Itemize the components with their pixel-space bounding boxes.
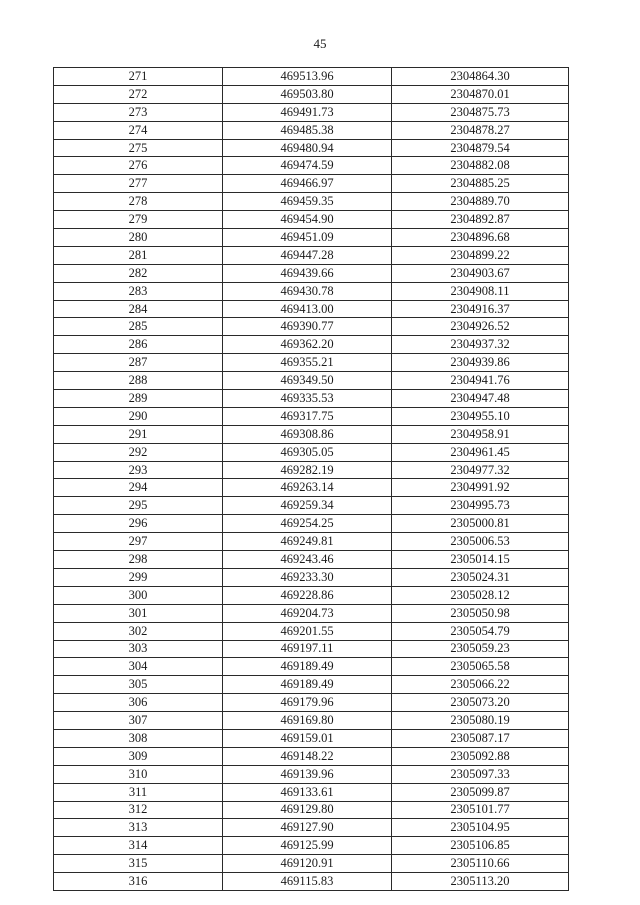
y-coordinate-cell: 2305104.95 (392, 819, 569, 837)
y-coordinate-cell: 2305110.66 (392, 855, 569, 873)
point-number-cell: 292 (54, 443, 223, 461)
table-row (54, 819, 569, 837)
table-row (54, 354, 569, 372)
point-number-cell: 273 (54, 103, 223, 121)
table-row (54, 837, 569, 855)
y-coordinate-cell: 2305065.58 (392, 658, 569, 676)
y-coordinate-cell: 2304908.11 (392, 282, 569, 300)
coordinates-table (53, 67, 569, 891)
point-number-cell: 316 (54, 873, 223, 891)
y-coordinate-cell: 2305000.81 (392, 515, 569, 533)
table-row (54, 264, 569, 282)
table-row (54, 855, 569, 873)
table-row (54, 568, 569, 586)
x-coordinate-cell: 469197.11 (223, 640, 392, 658)
x-coordinate-cell: 469349.50 (223, 372, 392, 390)
point-number-cell: 276 (54, 157, 223, 175)
y-coordinate-cell: 2305106.85 (392, 837, 569, 855)
x-coordinate-cell: 469127.90 (223, 819, 392, 837)
table-row (54, 873, 569, 891)
point-number-cell: 293 (54, 461, 223, 479)
y-coordinate-cell: 2305092.88 (392, 747, 569, 765)
table-row (54, 747, 569, 765)
point-number-cell: 280 (54, 229, 223, 247)
y-coordinate-cell: 2304958.91 (392, 425, 569, 443)
x-coordinate-cell: 469133.61 (223, 783, 392, 801)
x-coordinate-cell: 469362.20 (223, 336, 392, 354)
point-number-cell: 309 (54, 747, 223, 765)
point-number-cell: 296 (54, 515, 223, 533)
point-number-cell: 307 (54, 712, 223, 730)
y-coordinate-cell: 2305014.15 (392, 551, 569, 569)
x-coordinate-cell: 469459.35 (223, 193, 392, 211)
x-coordinate-cell: 469189.49 (223, 658, 392, 676)
table-row (54, 801, 569, 819)
table-row (54, 712, 569, 730)
table-row (54, 157, 569, 175)
x-coordinate-cell: 469480.94 (223, 139, 392, 157)
x-coordinate-cell: 469439.66 (223, 264, 392, 282)
table-row (54, 103, 569, 121)
point-number-cell: 295 (54, 497, 223, 515)
y-coordinate-cell: 2304878.27 (392, 121, 569, 139)
point-number-cell: 308 (54, 729, 223, 747)
coordinates-table-body (54, 68, 569, 891)
point-number-cell: 275 (54, 139, 223, 157)
point-number-cell: 304 (54, 658, 223, 676)
point-number-cell: 288 (54, 372, 223, 390)
x-coordinate-cell: 469139.96 (223, 765, 392, 783)
point-number-cell: 279 (54, 211, 223, 229)
x-coordinate-cell: 469169.80 (223, 712, 392, 730)
point-number-cell: 283 (54, 282, 223, 300)
x-coordinate-cell: 469249.81 (223, 533, 392, 551)
y-coordinate-cell: 2304870.01 (392, 85, 569, 103)
y-coordinate-cell: 2304977.32 (392, 461, 569, 479)
table-row (54, 68, 569, 86)
y-coordinate-cell: 2304864.30 (392, 68, 569, 86)
y-coordinate-cell: 2304961.45 (392, 443, 569, 461)
point-number-cell: 289 (54, 390, 223, 408)
x-coordinate-cell: 469503.80 (223, 85, 392, 103)
y-coordinate-cell: 2304916.37 (392, 300, 569, 318)
table-row (54, 783, 569, 801)
y-coordinate-cell: 2304995.73 (392, 497, 569, 515)
y-coordinate-cell: 2304955.10 (392, 407, 569, 425)
point-number-cell: 301 (54, 604, 223, 622)
table-row (54, 479, 569, 497)
table-row (54, 676, 569, 694)
point-number-cell: 297 (54, 533, 223, 551)
y-coordinate-cell: 2304939.86 (392, 354, 569, 372)
point-number-cell: 314 (54, 837, 223, 855)
point-number-cell: 312 (54, 801, 223, 819)
table-row (54, 461, 569, 479)
y-coordinate-cell: 2304899.22 (392, 246, 569, 264)
y-coordinate-cell: 2305080.19 (392, 712, 569, 730)
point-number-cell: 285 (54, 318, 223, 336)
y-coordinate-cell: 2304926.52 (392, 318, 569, 336)
point-number-cell: 300 (54, 586, 223, 604)
x-coordinate-cell: 469263.14 (223, 479, 392, 497)
y-coordinate-cell: 2305028.12 (392, 586, 569, 604)
table-row (54, 246, 569, 264)
y-coordinate-cell: 2304889.70 (392, 193, 569, 211)
y-coordinate-cell: 2305101.77 (392, 801, 569, 819)
y-coordinate-cell: 2304892.87 (392, 211, 569, 229)
y-coordinate-cell: 2304885.25 (392, 175, 569, 193)
x-coordinate-cell: 469413.00 (223, 300, 392, 318)
x-coordinate-cell: 469204.73 (223, 604, 392, 622)
table-row (54, 229, 569, 247)
table-row (54, 515, 569, 533)
table-row (54, 443, 569, 461)
y-coordinate-cell: 2304947.48 (392, 390, 569, 408)
y-coordinate-cell: 2305059.23 (392, 640, 569, 658)
table-row (54, 318, 569, 336)
table-row (54, 658, 569, 676)
point-number-cell: 278 (54, 193, 223, 211)
point-number-cell: 310 (54, 765, 223, 783)
y-coordinate-cell: 2304875.73 (392, 103, 569, 121)
x-coordinate-cell: 469305.05 (223, 443, 392, 461)
x-coordinate-cell: 469189.49 (223, 676, 392, 694)
x-coordinate-cell: 469254.25 (223, 515, 392, 533)
table-row (54, 622, 569, 640)
y-coordinate-cell: 2304937.32 (392, 336, 569, 354)
x-coordinate-cell: 469201.55 (223, 622, 392, 640)
x-coordinate-cell: 469335.53 (223, 390, 392, 408)
x-coordinate-cell: 469447.28 (223, 246, 392, 264)
table-row (54, 694, 569, 712)
y-coordinate-cell: 2304903.67 (392, 264, 569, 282)
point-number-cell: 306 (54, 694, 223, 712)
point-number-cell: 284 (54, 300, 223, 318)
point-number-cell: 287 (54, 354, 223, 372)
x-coordinate-cell: 469308.86 (223, 425, 392, 443)
table-row (54, 282, 569, 300)
y-coordinate-cell: 2304879.54 (392, 139, 569, 157)
point-number-cell: 271 (54, 68, 223, 86)
table-row (54, 85, 569, 103)
x-coordinate-cell: 469243.46 (223, 551, 392, 569)
point-number-cell: 286 (54, 336, 223, 354)
y-coordinate-cell: 2305050.98 (392, 604, 569, 622)
point-number-cell: 281 (54, 246, 223, 264)
point-number-cell: 302 (54, 622, 223, 640)
x-coordinate-cell: 469120.91 (223, 855, 392, 873)
x-coordinate-cell: 469228.86 (223, 586, 392, 604)
table-row (54, 425, 569, 443)
y-coordinate-cell: 2304941.76 (392, 372, 569, 390)
table-row (54, 390, 569, 408)
point-number-cell: 277 (54, 175, 223, 193)
x-coordinate-cell: 469513.96 (223, 68, 392, 86)
y-coordinate-cell: 2305099.87 (392, 783, 569, 801)
y-coordinate-cell: 2305066.22 (392, 676, 569, 694)
point-number-cell: 274 (54, 121, 223, 139)
y-coordinate-cell: 2305054.79 (392, 622, 569, 640)
table-row (54, 497, 569, 515)
table-row (54, 604, 569, 622)
x-coordinate-cell: 469179.96 (223, 694, 392, 712)
x-coordinate-cell: 469148.22 (223, 747, 392, 765)
point-number-cell: 303 (54, 640, 223, 658)
table-row (54, 586, 569, 604)
x-coordinate-cell: 469233.30 (223, 568, 392, 586)
page-number: 45 (313, 36, 327, 51)
point-number-cell: 290 (54, 407, 223, 425)
y-coordinate-cell: 2304896.68 (392, 229, 569, 247)
x-coordinate-cell: 469430.78 (223, 282, 392, 300)
point-number-cell: 311 (54, 783, 223, 801)
point-number-cell: 291 (54, 425, 223, 443)
y-coordinate-cell: 2305087.17 (392, 729, 569, 747)
table-row (54, 765, 569, 783)
table-row (54, 551, 569, 569)
point-number-cell: 315 (54, 855, 223, 873)
point-number-cell: 272 (54, 85, 223, 103)
table-row (54, 407, 569, 425)
point-number-cell: 298 (54, 551, 223, 569)
x-coordinate-cell: 469115.83 (223, 873, 392, 891)
table-row (54, 300, 569, 318)
y-coordinate-cell: 2304882.08 (392, 157, 569, 175)
table-row (54, 533, 569, 551)
x-coordinate-cell: 469454.90 (223, 211, 392, 229)
x-coordinate-cell: 469474.59 (223, 157, 392, 175)
y-coordinate-cell: 2304991.92 (392, 479, 569, 497)
x-coordinate-cell: 469125.99 (223, 837, 392, 855)
table-row (54, 336, 569, 354)
point-number-cell: 294 (54, 479, 223, 497)
x-coordinate-cell: 469491.73 (223, 103, 392, 121)
point-number-cell: 305 (54, 676, 223, 694)
x-coordinate-cell: 469282.19 (223, 461, 392, 479)
x-coordinate-cell: 469355.21 (223, 354, 392, 372)
point-number-cell: 313 (54, 819, 223, 837)
table-row (54, 121, 569, 139)
x-coordinate-cell: 469129.80 (223, 801, 392, 819)
table-row (54, 193, 569, 211)
x-coordinate-cell: 469485.38 (223, 121, 392, 139)
table-row (54, 372, 569, 390)
point-number-cell: 282 (54, 264, 223, 282)
table-row (54, 729, 569, 747)
x-coordinate-cell: 469390.77 (223, 318, 392, 336)
y-coordinate-cell: 2305024.31 (392, 568, 569, 586)
y-coordinate-cell: 2305073.20 (392, 694, 569, 712)
table-row (54, 211, 569, 229)
point-number-cell: 299 (54, 568, 223, 586)
x-coordinate-cell: 469317.75 (223, 407, 392, 425)
y-coordinate-cell: 2305006.53 (392, 533, 569, 551)
table-row (54, 139, 569, 157)
x-coordinate-cell: 469451.09 (223, 229, 392, 247)
y-coordinate-cell: 2305097.33 (392, 765, 569, 783)
table-row (54, 640, 569, 658)
x-coordinate-cell: 469466.97 (223, 175, 392, 193)
x-coordinate-cell: 469259.34 (223, 497, 392, 515)
y-coordinate-cell: 2305113.20 (392, 873, 569, 891)
table-row (54, 175, 569, 193)
x-coordinate-cell: 469159.01 (223, 729, 392, 747)
